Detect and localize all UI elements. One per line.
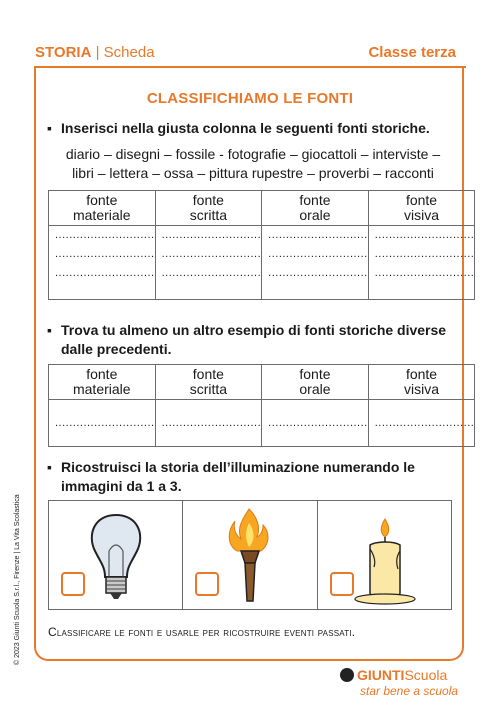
logo-tagline: star bene a scuola — [360, 684, 459, 698]
column-header-materiale — [49, 191, 156, 226]
answer-cell[interactable] — [368, 400, 475, 447]
header-line: fonte — [86, 366, 118, 382]
sheet-type-label: Scheda — [103, 44, 155, 61]
answer-cell[interactable] — [155, 400, 262, 447]
logo-brand-suffix: Scuola — [404, 667, 448, 683]
header-line: visiva — [404, 207, 440, 223]
header-subject — [35, 44, 155, 61]
exercise3-text: immagini da 1 a 3. — [61, 478, 182, 494]
dotted-line: ............................ — [55, 229, 155, 241]
header-line: fonte — [299, 192, 331, 208]
dotted-line: ............................ — [374, 248, 475, 260]
image-panel-torch — [183, 501, 317, 609]
dotted-line: ............................ — [268, 416, 368, 429]
column-header-orale — [262, 365, 369, 400]
dotted-line: ............................ — [55, 248, 155, 260]
header-line: materiale — [72, 381, 131, 397]
header-line: fonte — [299, 366, 331, 382]
answer-cell[interactable] — [49, 226, 156, 300]
header-line: orale — [299, 207, 331, 223]
dotted-line: ............................ — [161, 229, 262, 241]
column-header-scritta — [155, 191, 262, 226]
header-line: scritta — [189, 207, 228, 223]
header-line: fonte — [192, 192, 224, 208]
exercise1-text: Inserisci nella giusta colonna le seguenti fonti storiche. — [61, 120, 430, 136]
answer-cell[interactable] — [368, 226, 475, 300]
image-panel-candle — [318, 501, 451, 609]
grade-label: Classe terza — [368, 44, 456, 61]
exercise2-text: Trova tu almeno un altro esempio di fonti storiche diverse — [61, 322, 447, 338]
copyright-text: © 2023 Giunti Scuola S.r.l., Firenze | La Vita Scolastica — [14, 494, 21, 665]
word-list-line: libri – lettera – ossa – pittura rupestre – proverbi – racconti — [72, 165, 434, 181]
answer-cell[interactable] — [262, 226, 369, 300]
dotted-line: ............................ — [268, 248, 368, 260]
learning-objective: Classificare le fonti e usarle per ricostruire eventi passati. — [48, 625, 356, 639]
header-line: materiale — [72, 207, 131, 223]
dotted-line: ............................ — [55, 267, 155, 279]
column-header-visiva — [368, 191, 475, 226]
number-checkbox-2[interactable] — [195, 572, 219, 596]
dotted-line: ............................ — [161, 248, 262, 260]
number-checkbox-3[interactable] — [330, 572, 354, 596]
exercise2-text: dalle precedenti. — [61, 341, 172, 357]
bullet-icon: ▪ — [47, 120, 52, 136]
answer-cell[interactable] — [49, 400, 156, 447]
header-line: fonte — [86, 192, 118, 208]
header-line: scritta — [189, 381, 228, 397]
header-separator: | — [95, 44, 100, 61]
answer-cell[interactable] — [262, 400, 369, 447]
sources-table-2 — [48, 364, 475, 447]
dotted-line: ............................ — [374, 267, 475, 279]
dotted-line: ............................ — [55, 416, 155, 429]
exercise3-text: Ricostruisci la storia dell’illuminazione numerando le — [61, 459, 415, 475]
header-line: fonte — [192, 366, 224, 382]
dotted-line: ............................ — [161, 416, 262, 429]
dotted-line: ............................ — [268, 229, 368, 241]
bullet-icon: ▪ — [47, 322, 52, 338]
answer-cell[interactable] — [155, 226, 262, 300]
exercise2-instruction — [47, 321, 446, 359]
exercise3-instruction — [47, 458, 415, 496]
giunti-logo-icon — [340, 668, 354, 682]
dotted-line: ............................ — [374, 229, 475, 241]
word-list-line: diario – disegni – fossile - fotografie – giocattoli – interviste – — [65, 146, 441, 162]
header-line: visiva — [404, 381, 440, 397]
page-title: CLASSIFICHIAMO LE FONTI — [146, 90, 354, 107]
column-header-visiva — [368, 365, 475, 400]
header-line: orale — [299, 381, 331, 397]
dotted-line: ............................ — [268, 267, 368, 279]
dotted-line: ............................ — [161, 267, 262, 279]
subject-label: STORIA — [35, 44, 92, 61]
sources-table-1 — [48, 190, 475, 300]
dotted-line: ............................ — [374, 416, 475, 429]
bullet-icon: ▪ — [47, 459, 52, 475]
word-list — [48, 145, 458, 183]
column-header-orale — [262, 191, 369, 226]
image-panel-bulb — [49, 501, 183, 609]
number-checkbox-1[interactable] — [61, 572, 85, 596]
publisher-logo — [340, 667, 447, 683]
header-line: fonte — [405, 192, 438, 208]
exercise1-instruction — [47, 119, 430, 138]
column-header-scritta — [155, 365, 262, 400]
column-header-materiale — [49, 365, 156, 400]
logo-brand: GIUNTI — [357, 667, 405, 683]
illumination-images — [48, 500, 452, 610]
header-line: fonte — [405, 366, 438, 382]
